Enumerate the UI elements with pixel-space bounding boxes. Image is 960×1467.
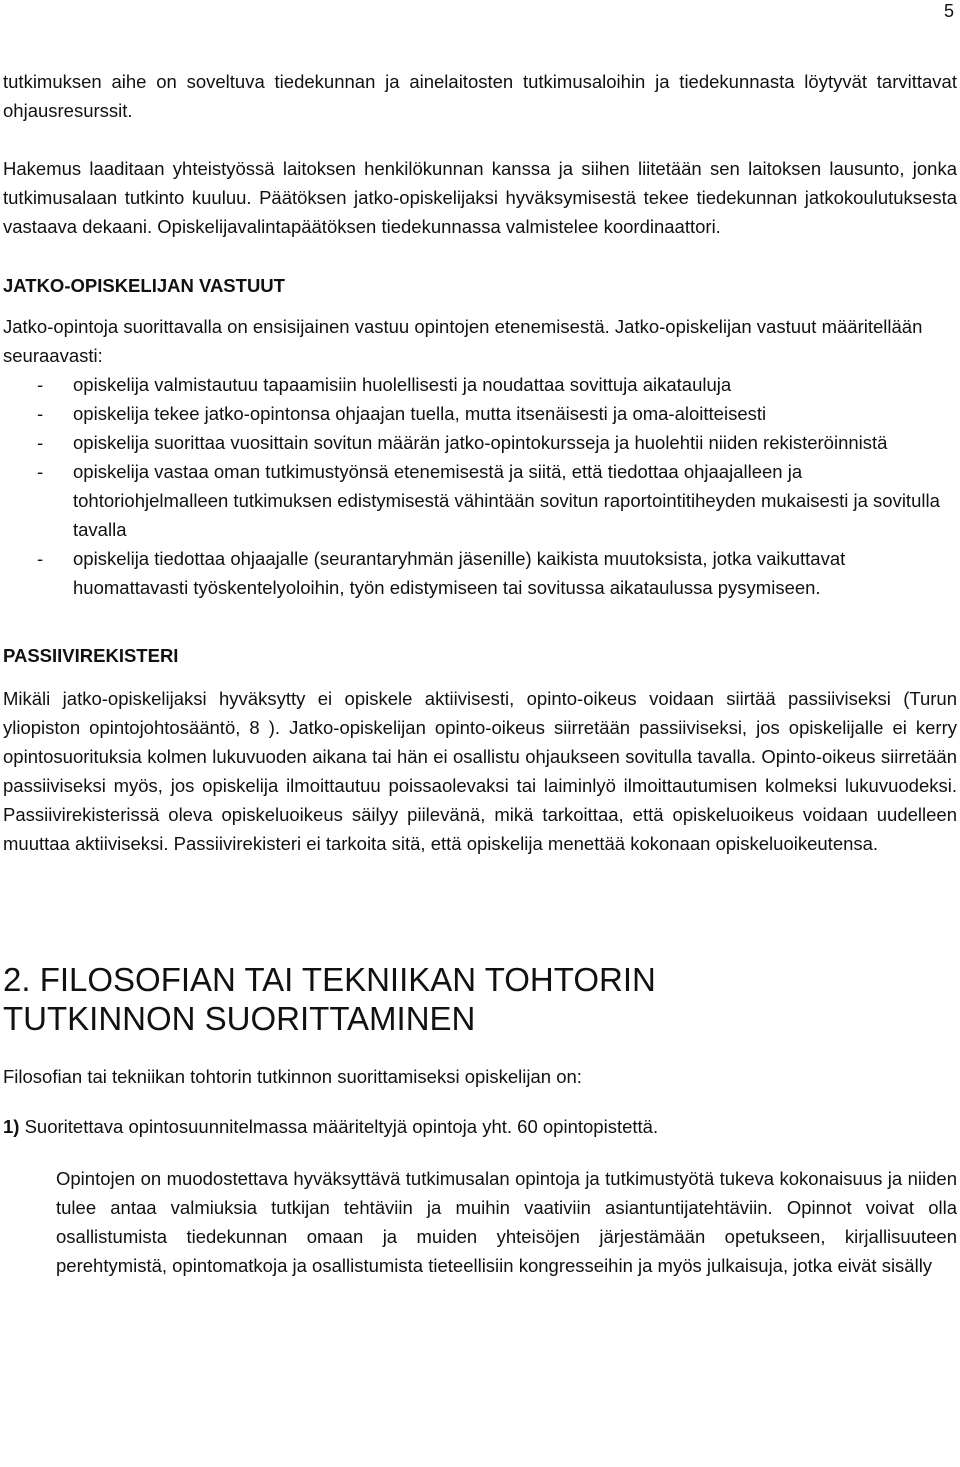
- responsibilities-list: [3, 370, 957, 602]
- list-item: [3, 544, 957, 602]
- requirement-text: Suoritettava opintosuunnitelmassa määriteltyjä opintoja yht. 60 opintopistettä.: [19, 1116, 659, 1137]
- list-dash: -: [37, 403, 44, 424]
- list-dash: -: [37, 374, 44, 395]
- list-item: [3, 457, 957, 544]
- list-item-text: opiskelija tiedottaa ohjaajalle (seurantaryhmän jäsenille) kaikista muutoksista, jotka vaikuttavat huomattavasti työskentelyoloihin, työn edistymiseen tai sovitussa aikataulussa pysymiseen.: [73, 548, 846, 598]
- paragraph-passive-register: Mikäli jatko-opiskelijaksi hyväksytty ei opiskele aktiivisesti, opinto-oikeus voidaan siirtää passiiviseksi (Turun yliopiston opintojohtosääntö, 8 ). Jatko-opiskelijan opinto-oikeus siirretään passiiviseksi, jos opiskelijalle ei kerry opintosuorituksia kolmen lukuvuoden aikana tai hän ei osallistu ohjaukseen sovitulla tavalla. Opinto-oikeus siirretään passiiviseksi myös, jos opiskelija ilmoittautuu poissaolevaksi tai laiminlyö ilmoittautumisen kolmeksi lukuvuodeksi. Passiivirekisterissä oleva opiskeluoikeus säilyy piilevänä, mikä tarkoittaa, että opiskeluoikeus voidaan uudelleen muuttaa aktiiviseksi. Passiivirekisteri ei tarkoita sitä, että opiskelija menettää kokonaan opiskeluoikeutensa.: [3, 688, 957, 854]
- list-item-text: opiskelija valmistautuu tapaamisiin huolellisesti ja noudattaa sovittuja aikatauluja: [73, 374, 732, 395]
- requirement-number: 1): [3, 1116, 20, 1137]
- list-item: [3, 428, 957, 457]
- page-number: 5: [943, 1, 954, 21]
- heading-responsibilities: JATKO-OPISKELIJAN VASTUUT: [3, 275, 285, 296]
- chapter-title: 2. FILOSOFIAN TAI TEKNIIKAN TOHTORIN TUTKINNON SUORITTAMINEN: [3, 961, 656, 1037]
- responsibilities-intro: Jatko-opintoja suorittavalla on ensisijainen vastuu opintojen etenemisestä. Jatko-opiskelijan vastuut määritellään seuraavasti:: [3, 316, 923, 366]
- list-item: [3, 370, 957, 399]
- requirement-item-1: [3, 1112, 957, 1141]
- paragraph-requirements: tutkimuksen aihe on soveltuva tiedekunnan ja ainelaitosten tutkimusaloihin ja tiedekunnasta löytyvät tarvittavat ohjausresurssit.: [3, 71, 957, 121]
- chapter-intro: Filosofian tai tekniikan tohtorin tutkinnon suorittamiseksi opiskelijan on:: [3, 1066, 582, 1087]
- list-item-text: opiskelija vastaa oman tutkimustyönsä etenemisestä ja siitä, että tiedottaa ohjaajalleen ja tohtoriohjelmalleen tutkimuksen edistymisestä vähintään sovitun raportointitiheyden mukaisesti ja sovitulla tavalla: [73, 461, 940, 540]
- paragraph-application: Hakemus laaditaan yhteistyössä laitoksen henkilökunnan kanssa ja siihen liitetään sen laitoksen lausunto, jonka tutkimusalaan tutkinto kuuluu. Päätöksen jatko-opiskelijaksi hyväksymisestä tekee tiedekunnan jatkokoulutuksesta vastaava dekaani. Opiskelijavalintapäätöksen tiedekunnassa valmistelee koordinaattori.: [3, 158, 957, 237]
- requirement-item-1-detail: Opintojen on muodostettava hyväksyttävä tutkimusalan opintoja ja tutkimustyötä tukeva kokonaisuus ja niiden tulee antaa valmiuksia tutkijan tehtäviin ja muihin vaativiin asiantuntijatehtäviin. Opinnot voivat olla osallistumista tiedekunnan omaan ja muiden yhteisöjen järjestämään opetukseen, kirjallisuuteen perehtymistä, opintomatkoja ja osallistumista tieteellisiin kongresseihin ja myös julkaisuja, jotka eivät sisälly: [56, 1168, 957, 1276]
- heading-passive-register: PASSIIVIREKISTERI: [3, 645, 179, 666]
- list-dash: -: [37, 548, 44, 569]
- list-dash: -: [37, 461, 44, 482]
- list-item: [3, 399, 957, 428]
- list-item-text: opiskelija tekee jatko-opintonsa ohjaajan tuella, mutta itsenäisesti ja oma-aloitteisesti: [73, 403, 767, 424]
- document-body: [3, 67, 957, 1280]
- list-dash: -: [37, 432, 44, 453]
- list-item-text: opiskelija suorittaa vuosittain sovitun määrän jatko-opintokursseja ja huolehtii niiden rekisteröinnistä: [73, 432, 888, 453]
